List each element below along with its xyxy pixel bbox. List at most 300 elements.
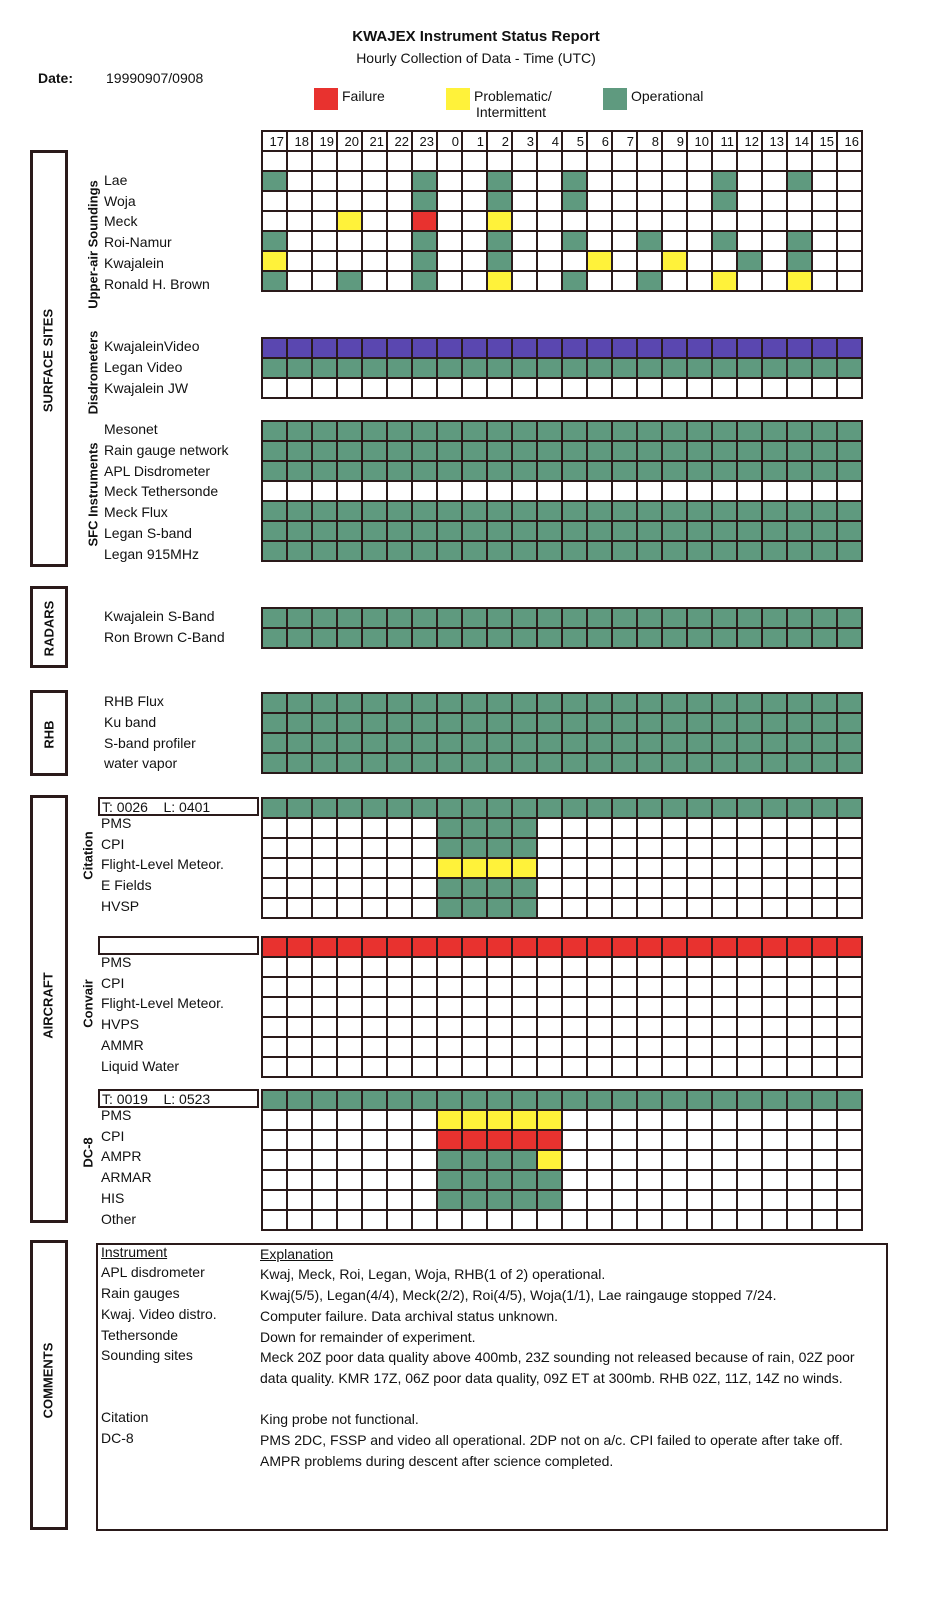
status-cell-no-data	[462, 271, 487, 291]
row-label: Meck Flux	[104, 504, 168, 521]
status-cell-no-data	[612, 211, 637, 231]
status-cell-operational	[287, 521, 312, 541]
status-cell-no-data	[837, 878, 862, 898]
status-cell-operational	[262, 713, 287, 733]
status-cell-no-data	[712, 878, 737, 898]
status-cell-operational	[687, 541, 712, 561]
status-cell-no-data	[362, 1130, 387, 1150]
status-cell-no-data	[712, 1170, 737, 1190]
status-cell-no-data	[312, 231, 337, 251]
status-cell-no-data	[587, 898, 612, 918]
status-cell-failure	[812, 937, 837, 957]
status-cell-operational	[587, 441, 612, 461]
status-cell-operational	[662, 358, 687, 378]
status-cell-no-data	[762, 378, 787, 398]
status-cell-no-data	[612, 378, 637, 398]
status-cell-operational	[537, 541, 562, 561]
status-cell-operational	[687, 628, 712, 648]
status-cell-no-data	[812, 1150, 837, 1170]
row-label: AMMR	[101, 1037, 144, 1053]
status-cell-operational	[512, 878, 537, 898]
status-cell-no-data	[787, 1150, 812, 1170]
status-cell-no-data	[637, 838, 662, 858]
row-label: PMS	[101, 814, 132, 831]
status-cell-operational	[812, 1090, 837, 1110]
status-cell-no-data	[387, 878, 412, 898]
status-cell-no-data	[837, 1057, 862, 1077]
status-cell-no-data	[387, 1150, 412, 1170]
status-row	[262, 977, 862, 997]
row-label: PMS	[101, 1106, 132, 1123]
status-cell-no-data	[487, 1210, 512, 1230]
status-cell-no-data	[562, 1170, 587, 1190]
status-cell-no-data	[837, 231, 862, 251]
status-cell-operational	[412, 231, 437, 251]
status-cell-no-data	[837, 1170, 862, 1190]
status-cell-no-data	[662, 838, 687, 858]
status-cell-operational	[437, 501, 462, 521]
status-cell-no-data	[637, 1170, 662, 1190]
status-cell-operational	[637, 441, 662, 461]
status-cell-no-data	[662, 378, 687, 398]
row-label: PMS	[101, 953, 132, 970]
status-cell-no-data	[837, 1190, 862, 1210]
status-cell-special	[662, 338, 687, 358]
status-cell-no-data	[537, 1057, 562, 1077]
status-cell-no-data	[362, 251, 387, 271]
hour-header-cell: 17	[262, 131, 287, 151]
status-row	[262, 1210, 862, 1230]
status-cell-no-data	[387, 151, 412, 171]
row-label: Ron Brown C-Band	[104, 628, 225, 645]
status-cell-failure	[662, 937, 687, 957]
section-radars	[30, 586, 68, 668]
status-cell-no-data	[637, 481, 662, 501]
status-cell-operational	[387, 541, 412, 561]
status-cell-no-data	[662, 1130, 687, 1150]
status-cell-operational	[337, 521, 362, 541]
status-cell-no-data	[287, 1037, 312, 1057]
status-cell-no-data	[412, 1017, 437, 1037]
status-cell-problematic	[487, 271, 512, 291]
status-cell-no-data	[662, 1150, 687, 1170]
status-cell-no-data	[712, 1190, 737, 1210]
status-row	[262, 1090, 862, 1110]
status-cell-operational	[512, 541, 537, 561]
status-cell-no-data	[412, 878, 437, 898]
status-cell-operational	[812, 798, 837, 818]
status-cell-no-data	[662, 858, 687, 878]
hour-header-cell: 20	[337, 131, 362, 151]
status-cell-operational	[512, 1190, 537, 1210]
status-cell-no-data	[287, 378, 312, 398]
status-cell-no-data	[362, 1110, 387, 1130]
status-cell-no-data	[637, 1190, 662, 1210]
hour-header-cell: 22	[387, 131, 412, 151]
status-cell-no-data	[512, 191, 537, 211]
status-row	[262, 957, 862, 977]
status-cell-no-data	[812, 838, 837, 858]
status-cell-operational	[412, 521, 437, 541]
status-cell-operational	[387, 733, 412, 753]
status-cell-operational	[662, 713, 687, 733]
status-cell-operational	[637, 461, 662, 481]
status-cell-operational	[787, 608, 812, 628]
status-cell-operational	[762, 798, 787, 818]
status-cell-no-data	[462, 211, 487, 231]
group-label-citation: Citation	[80, 831, 96, 880]
status-cell-operational	[437, 798, 462, 818]
status-cell-operational	[737, 251, 762, 271]
status-cell-operational	[437, 838, 462, 858]
status-cell-no-data	[762, 251, 787, 271]
status-cell-no-data	[612, 898, 637, 918]
status-cell-operational	[562, 271, 587, 291]
status-cell-no-data	[537, 898, 562, 918]
status-cell-operational	[562, 753, 587, 773]
status-cell-no-data	[312, 977, 337, 997]
status-cell-operational	[487, 461, 512, 481]
status-cell-operational	[362, 1090, 387, 1110]
status-cell-operational	[362, 421, 387, 441]
status-cell-no-data	[437, 151, 462, 171]
status-cell-no-data	[362, 1037, 387, 1057]
status-cell-no-data	[837, 818, 862, 838]
status-cell-no-data	[687, 878, 712, 898]
row-label: HIS	[101, 1190, 125, 1206]
status-row	[262, 693, 862, 713]
status-cell-operational	[662, 521, 687, 541]
status-cell-operational	[562, 798, 587, 818]
status-cell-no-data	[587, 858, 612, 878]
status-cell-operational	[687, 1090, 712, 1110]
status-cell-no-data	[762, 838, 787, 858]
status-cell-operational	[312, 441, 337, 461]
status-cell-no-data	[837, 151, 862, 171]
status-cell-no-data	[637, 1057, 662, 1077]
status-cell-no-data	[587, 1110, 612, 1130]
status-cell-operational	[837, 1090, 862, 1110]
comments-instrument-header: Instrument	[101, 1244, 168, 1260]
status-cell-no-data	[637, 858, 662, 878]
comment-explanation: Kwaj(5/5), Legan(4/4), Meck(2/2), Roi(4/5), Woja(1/1), Lae raingauge stopped 7/24.	[260, 1287, 777, 1303]
status-cell-operational	[712, 693, 737, 713]
status-cell-no-data	[637, 898, 662, 918]
status-cell-operational	[687, 461, 712, 481]
status-cell-operational	[762, 608, 787, 628]
status-row	[262, 521, 862, 541]
status-cell-special	[437, 338, 462, 358]
status-cell-no-data	[637, 997, 662, 1017]
status-cell-operational	[462, 628, 487, 648]
status-cell-no-data	[812, 191, 837, 211]
status-cell-no-data	[362, 957, 387, 977]
status-cell-no-data	[462, 977, 487, 997]
status-cell-operational	[412, 271, 437, 291]
status-cell-no-data	[612, 1170, 637, 1190]
status-cell-operational	[712, 171, 737, 191]
status-cell-no-data	[737, 977, 762, 997]
status-cell-no-data	[287, 271, 312, 291]
status-cell-no-data	[687, 191, 712, 211]
status-cell-operational	[837, 358, 862, 378]
status-cell-operational	[487, 501, 512, 521]
status-cell-no-data	[562, 1130, 587, 1150]
status-cell-no-data	[362, 997, 387, 1017]
row-label: APL Disdrometer	[104, 462, 211, 479]
status-cell-operational	[762, 358, 787, 378]
status-cell-operational	[387, 521, 412, 541]
status-cell-no-data	[612, 191, 637, 211]
status-cell-operational	[537, 693, 562, 713]
status-row	[262, 713, 862, 733]
status-cell-no-data	[287, 838, 312, 858]
status-cell-no-data	[687, 1057, 712, 1077]
status-cell-no-data	[487, 481, 512, 501]
status-cell-operational	[637, 231, 662, 251]
status-cell-no-data	[387, 1210, 412, 1230]
status-cell-operational	[537, 798, 562, 818]
status-cell-no-data	[612, 878, 637, 898]
status-cell-no-data	[562, 1057, 587, 1077]
status-grid-sfc	[261, 420, 863, 562]
status-cell-no-data	[312, 191, 337, 211]
status-cell-no-data	[287, 1150, 312, 1170]
status-cell-no-data	[612, 858, 637, 878]
status-cell-problematic	[437, 1110, 462, 1130]
status-cell-no-data	[462, 481, 487, 501]
hour-header-cell: 11	[712, 131, 737, 151]
status-cell-no-data	[262, 481, 287, 501]
status-cell-failure	[587, 937, 612, 957]
status-cell-operational	[387, 713, 412, 733]
status-cell-no-data	[737, 211, 762, 231]
status-cell-no-data	[487, 977, 512, 997]
status-cell-no-data	[712, 818, 737, 838]
status-cell-no-data	[662, 211, 687, 231]
status-cell-no-data	[312, 211, 337, 231]
status-cell-operational	[512, 628, 537, 648]
comment-instrument: Sounding sites	[101, 1347, 193, 1363]
status-cell-no-data	[762, 481, 787, 501]
status-row	[262, 997, 862, 1017]
status-cell-operational	[262, 693, 287, 713]
status-cell-no-data	[762, 878, 787, 898]
status-cell-operational	[287, 608, 312, 628]
status-cell-no-data	[712, 1130, 737, 1150]
status-cell-no-data	[487, 1057, 512, 1077]
status-cell-no-data	[537, 211, 562, 231]
status-cell-no-data	[812, 1017, 837, 1037]
status-cell-operational	[762, 628, 787, 648]
status-cell-operational	[462, 818, 487, 838]
status-cell-no-data	[762, 1057, 787, 1077]
status-cell-no-data	[687, 378, 712, 398]
status-cell-problematic	[487, 858, 512, 878]
status-cell-no-data	[787, 977, 812, 997]
status-cell-no-data	[687, 211, 712, 231]
status-row	[262, 501, 862, 521]
row-label: Legan Video	[104, 358, 183, 375]
status-cell-no-data	[312, 997, 337, 1017]
status-cell-operational	[362, 693, 387, 713]
status-cell-no-data	[612, 1057, 637, 1077]
status-row	[262, 541, 862, 561]
status-cell-no-data	[812, 211, 837, 231]
status-cell-no-data	[287, 231, 312, 251]
group-label-dc8: DC-8	[80, 1137, 96, 1168]
status-cell-operational	[262, 733, 287, 753]
status-cell-no-data	[512, 1037, 537, 1057]
status-cell-no-data	[387, 818, 412, 838]
status-cell-operational	[462, 1090, 487, 1110]
status-cell-no-data	[637, 251, 662, 271]
status-cell-no-data	[262, 1190, 287, 1210]
status-cell-no-data	[412, 1170, 437, 1190]
status-cell-operational	[437, 693, 462, 713]
status-cell-no-data	[737, 838, 762, 858]
status-cell-operational	[587, 541, 612, 561]
status-cell-operational	[837, 541, 862, 561]
status-cell-no-data	[562, 898, 587, 918]
status-cell-operational	[737, 733, 762, 753]
status-cell-no-data	[762, 1170, 787, 1190]
comment-explanation: Down for remainder of experiment.	[260, 1329, 476, 1345]
status-cell-operational	[387, 441, 412, 461]
status-cell-no-data	[662, 271, 687, 291]
status-cell-no-data	[437, 1057, 462, 1077]
row-label: HVPS	[101, 1016, 140, 1033]
status-cell-no-data	[412, 1210, 437, 1230]
status-cell-no-data	[562, 211, 587, 231]
status-cell-no-data	[262, 838, 287, 858]
status-cell-operational	[537, 608, 562, 628]
status-cell-operational	[437, 608, 462, 628]
status-cell-operational	[537, 753, 562, 773]
takeoff-landing-box: T: 0019 L: 0523	[98, 1089, 259, 1108]
takeoff-landing-box: T: 0026 L: 0401	[98, 797, 259, 816]
status-cell-operational	[712, 608, 737, 628]
status-row	[262, 858, 862, 878]
status-cell-problematic	[487, 1110, 512, 1130]
status-cell-operational	[412, 798, 437, 818]
comment-instrument: Tethersonde	[101, 1327, 179, 1343]
status-row	[262, 898, 862, 918]
status-cell-operational	[337, 501, 362, 521]
status-cell-operational	[712, 191, 737, 211]
hour-header-cell: 6	[587, 131, 612, 151]
status-grid-convair	[261, 936, 863, 1078]
status-cell-operational	[262, 798, 287, 818]
status-cell-no-data	[262, 1210, 287, 1230]
status-cell-no-data	[487, 1037, 512, 1057]
status-cell-no-data	[687, 151, 712, 171]
status-cell-no-data	[312, 1190, 337, 1210]
hour-header-cell: 13	[762, 131, 787, 151]
status-cell-no-data	[712, 977, 737, 997]
status-cell-no-data	[387, 1170, 412, 1190]
status-cell-operational	[712, 461, 737, 481]
status-cell-no-data	[837, 1150, 862, 1170]
status-cell-operational	[487, 358, 512, 378]
status-cell-no-data	[412, 1110, 437, 1130]
status-cell-no-data	[262, 1110, 287, 1130]
status-cell-operational	[337, 541, 362, 561]
status-cell-no-data	[537, 858, 562, 878]
comment-instrument: DC-8	[101, 1430, 134, 1446]
section-label: COMMENTS	[40, 1342, 56, 1419]
status-cell-operational	[287, 461, 312, 481]
status-cell-operational	[637, 753, 662, 773]
status-cell-operational	[687, 693, 712, 713]
status-cell-special	[287, 338, 312, 358]
row-label: RHB Flux	[104, 693, 164, 709]
status-cell-no-data	[612, 481, 637, 501]
row-label: Mesonet	[104, 421, 158, 437]
status-cell-operational	[562, 693, 587, 713]
legend-label: Failure	[342, 88, 385, 104]
status-cell-operational	[387, 421, 412, 441]
status-cell-operational	[487, 608, 512, 628]
status-cell-no-data	[562, 1110, 587, 1130]
status-cell-problematic	[512, 1110, 537, 1130]
status-cell-no-data	[362, 878, 387, 898]
status-cell-no-data	[387, 1057, 412, 1077]
row-label: Ronald H. Brown	[104, 275, 210, 292]
status-cell-no-data	[262, 1017, 287, 1037]
status-cell-operational	[687, 421, 712, 441]
status-cell-operational	[337, 461, 362, 481]
section-label: RHB	[41, 720, 57, 749]
status-row	[262, 628, 862, 648]
row-label: E Fields	[101, 877, 152, 894]
status-cell-operational	[412, 171, 437, 191]
status-cell-no-data	[537, 1037, 562, 1057]
status-cell-operational	[512, 521, 537, 541]
status-cell-no-data	[387, 1037, 412, 1057]
status-cell-operational	[537, 521, 562, 541]
hour-header-cell: 19	[312, 131, 337, 151]
status-cell-no-data	[312, 1210, 337, 1230]
status-cell-failure	[312, 937, 337, 957]
status-cell-no-data	[662, 878, 687, 898]
status-cell-no-data	[362, 151, 387, 171]
status-cell-no-data	[662, 957, 687, 977]
row-label: S-band profiler	[104, 734, 196, 751]
status-cell-operational	[612, 713, 637, 733]
status-cell-no-data	[787, 997, 812, 1017]
status-cell-no-data	[737, 1190, 762, 1210]
status-cell-operational	[737, 541, 762, 561]
status-cell-operational	[837, 608, 862, 628]
status-cell-no-data	[287, 957, 312, 977]
status-cell-operational	[637, 608, 662, 628]
problematic-swatch-icon	[446, 88, 470, 110]
hour-header	[261, 130, 863, 152]
status-cell-operational	[537, 441, 562, 461]
status-cell-no-data	[837, 1037, 862, 1057]
status-cell-failure	[762, 937, 787, 957]
status-cell-no-data	[762, 818, 787, 838]
status-cell-operational	[287, 798, 312, 818]
status-cell-no-data	[312, 378, 337, 398]
legend-failure	[314, 88, 385, 110]
status-cell-no-data	[787, 1017, 812, 1037]
status-cell-no-data	[412, 481, 437, 501]
status-cell-no-data	[637, 1037, 662, 1057]
status-cell-no-data	[787, 481, 812, 501]
status-cell-operational	[787, 171, 812, 191]
